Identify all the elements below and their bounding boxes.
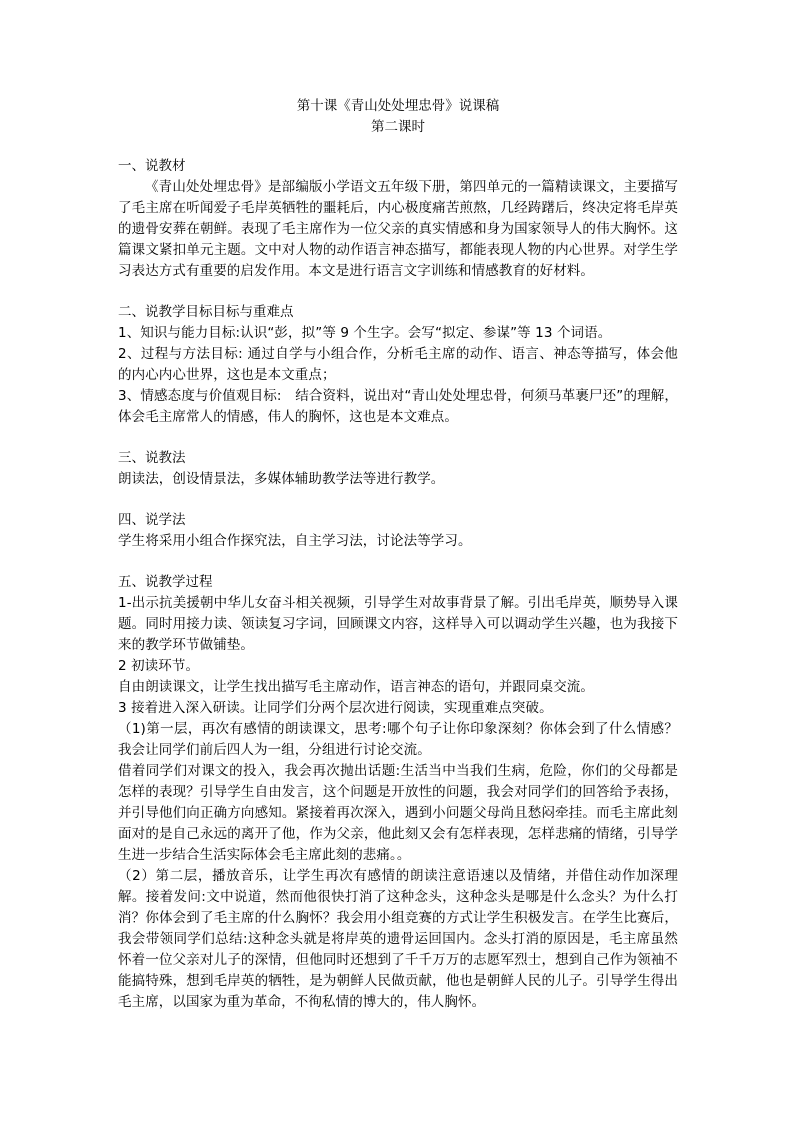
paragraph: （1)第一层，再次有感情的朗读课文，思考:哪个句子让你印象深刻？你体会到了什么情感？我会让同学们前后四人为一组，分组进行讨论交流。: [118, 721, 678, 758]
paragraph: 2、过程与方法目标: 通过自学与小组合作，分析毛主席的动作、语言、神态等描写，体会他的内心内心世界，这也是本文重点；: [118, 346, 678, 383]
paragraph: 朗读法，创设情景法，多媒体辅助教学法等进行教学。: [118, 471, 445, 487]
section-heading: 二、说教学目标目标与重难点: [118, 304, 294, 320]
paragraph: 学生将采用小组合作探究法，自主学习法，讨论法等学习。: [118, 533, 472, 549]
section-heading: 四、说学法: [118, 512, 186, 528]
paragraph: 《青山处处埋忠骨》是部编版小学语文五年级下册，第四单元的一篇精读课文，主要描写了毛主席在听闻爱子毛岸英牺牲的噩耗后，内心极度痛苦煎熬，几经踌躇后，终决定将毛岸英的遗骨安葬在朝鲜。表现了毛主席作为一位父亲的真实情感和身为国家领导人的伟大胸怀。这篇课文紧扣单元主题。文中对人物的动作语言神态描写，都能表现人物的内心世界。对学生学习表达方式有重要的启发作用。本文是进行语言文字训练和情感教育的好材料。: [118, 179, 678, 279]
paragraph: 自由朗读课文，让学生找出描写毛主席动作，语言神态的语句，并跟同桌交流。: [118, 679, 594, 695]
paragraph: 1、知识与能力目标:认识“彭，拟”等 9 个生字。会写“拟定、参谋”等 13 个词语。: [118, 325, 612, 341]
section-heading: 五、说教学过程: [118, 574, 213, 590]
section-teaching-methods: [118, 448, 678, 490]
paragraph: 借着同学们对课文的投入，我会再次抛出话题:生活当中当我们生病，危险，你们的父母都是怎样的表现？引导学生自由发言，这个问题是开放性的问题，我会对同学们的回答给予表扬，并引导他们向正确方向感知。紧接着再次深入，遇到小问题父母尚且愁闷牵挂。而毛主席此刻面对的是自己永远的离开了他，作为父亲，他此刻又会有怎样表现，怎样悲痛的情绪，引导学生进一步结合生活实际体会毛主席此刻的悲痛。。: [118, 763, 678, 863]
paragraph: 2 初读环节。: [118, 658, 200, 674]
section-heading: 三、说教法: [118, 450, 186, 466]
section-learning-methods: [118, 510, 678, 552]
section-textbook: [118, 156, 678, 282]
paragraph: （2）第二层，播放音乐，让学生再次有感情的朗读注意语速以及情绪，并借住动作加深理解。接着发问:文中说道，然而他很快打消了这种念头，这种念头是哪是什么念头？为什么打消？你体会到了毛主席的什么胸怀？我会用小组竞赛的方式让学生积极发言。在学生比赛后，我会带领同学们总结:这种念头就是将岸英的遗骨运回国内。念头打消的原因是，毛主席虽然怀着一位父亲对儿子的深情，但他同时还想到了千千万万的志愿军烈士，想到自己作为领袖不能搞特殊，想到毛岸英的牺牲，是为朝鲜人民做贡献，他也是朝鲜人民的儿子。引导学生得出毛主席，以国家为重为革命，不徇私情的博大的，伟人胸怀。: [118, 868, 678, 1010]
document-subtitle: 第二课时: [371, 119, 425, 135]
title-block: [118, 96, 678, 138]
paragraph: 3 接着进入深入研读。让同学们分两个层次进行阅读，实现重难点突破。: [118, 700, 553, 716]
paragraph: 1-出示抗美援朝中华儿女奋斗相关视频，引导学生对故事背景了解。引出毛岸英，顺势导入课题。同时用接力读、领读复习字词，回顾课文内容，这样导入可以调动学生兴趣，也为我接下来的教学环节做铺垫。: [118, 595, 678, 653]
section-heading: 一、说教材: [118, 158, 186, 174]
document-title: 第十课《青山处处埋忠骨》说课稿: [296, 98, 500, 114]
paragraph: 3、情感态度与价值观目标: 结合资料，说出对“青山处处埋忠骨，何须马革裹尸还”的理解，体会毛主席常人的情感，伟人的胸怀，这也是本文难点。: [118, 388, 678, 425]
document-page: [118, 96, 678, 1033]
section-teaching-process: [118, 572, 678, 1013]
section-objectives: [118, 302, 678, 428]
